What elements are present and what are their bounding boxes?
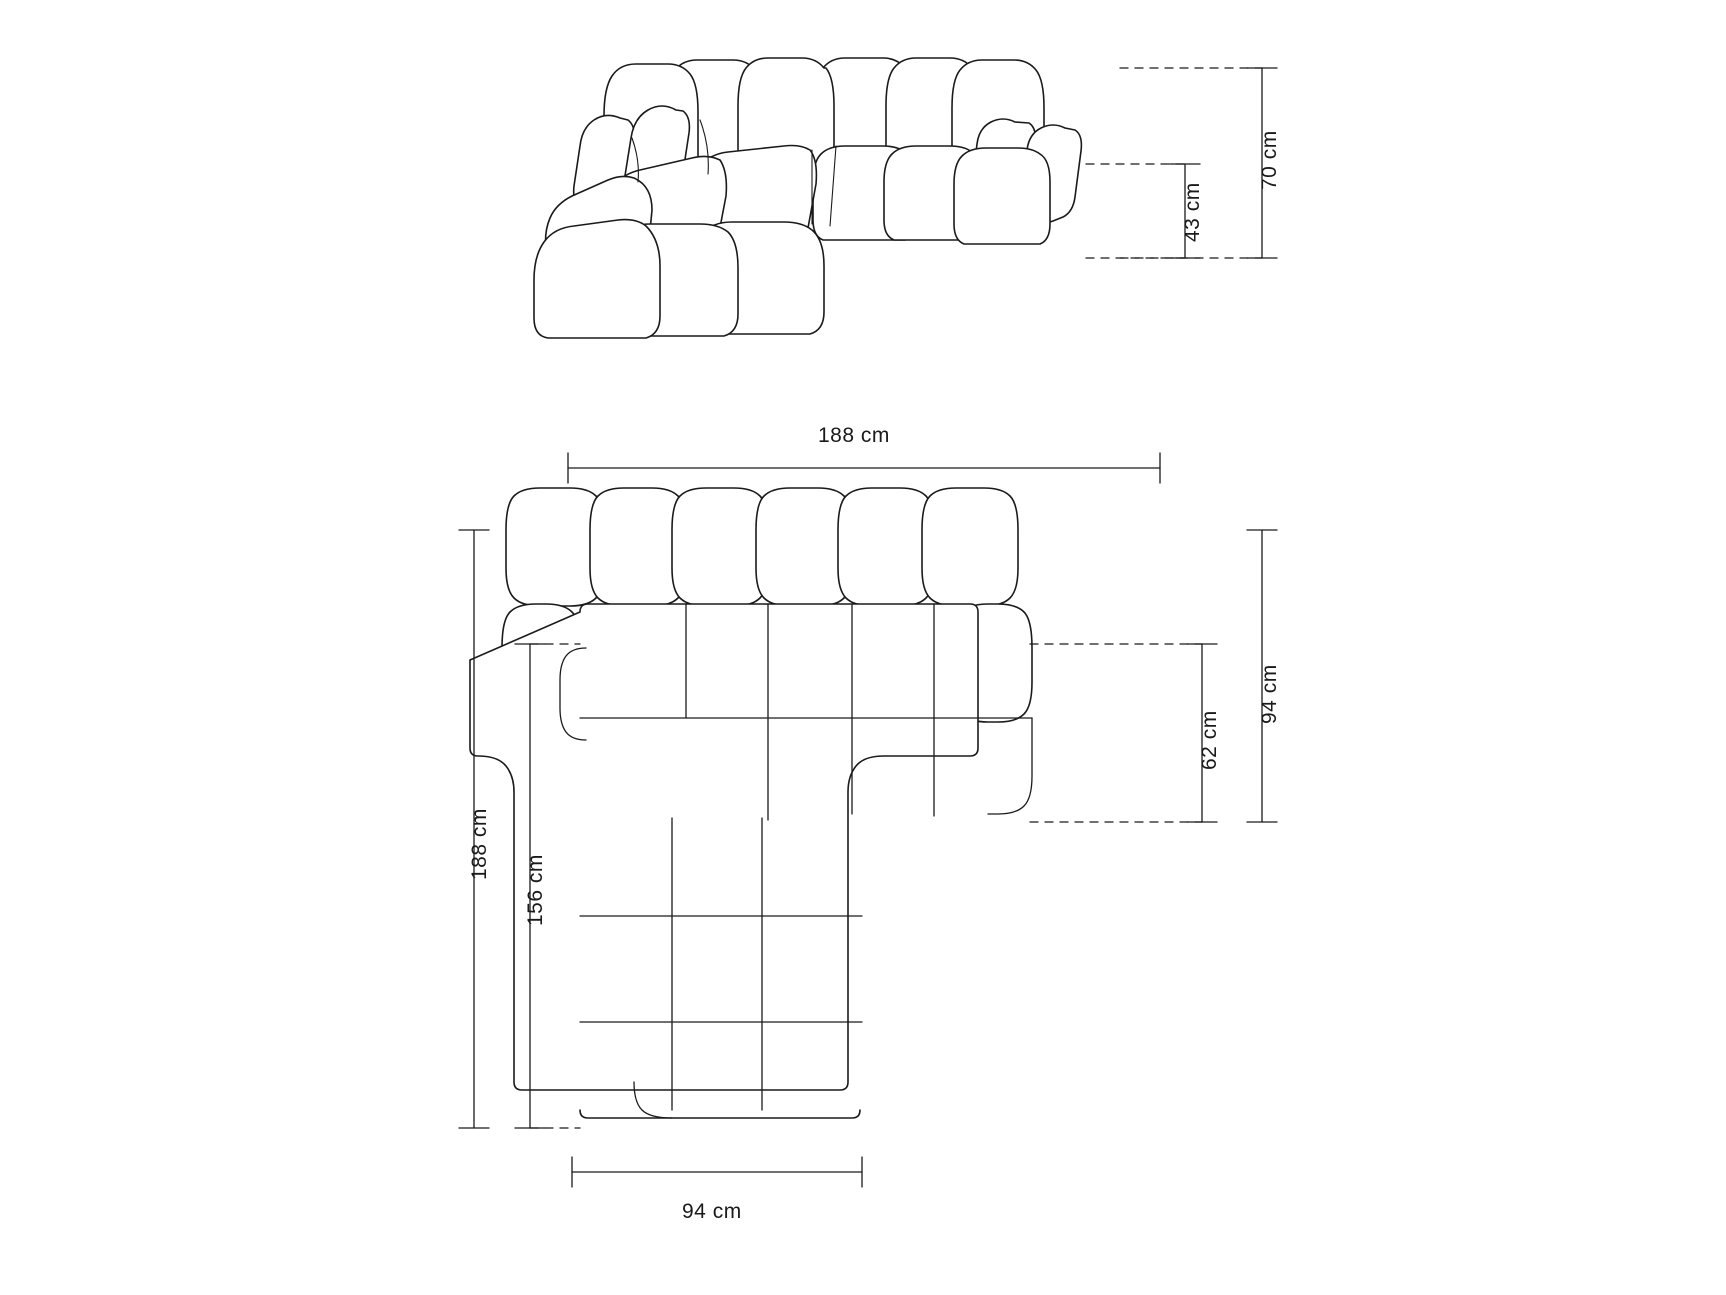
dim-label-overall-height: 70 cm xyxy=(1258,130,1281,190)
dim-label-module-depth-right: 94 cm xyxy=(1258,664,1281,724)
dim-label-overall-width-top: 188 cm xyxy=(818,424,890,447)
dim-label-seat-depth-right: 62 cm xyxy=(1198,710,1221,770)
dim-label-module-width-bottom: 94 cm xyxy=(682,1200,742,1223)
dim-label-inner-depth-left: 156 cm xyxy=(524,854,547,926)
perspective-view xyxy=(534,58,1081,338)
dim-label-seat-height: 43 cm xyxy=(1181,182,1204,242)
dim-label-overall-depth-left: 188 cm xyxy=(468,808,491,880)
top-view xyxy=(470,488,1032,1118)
